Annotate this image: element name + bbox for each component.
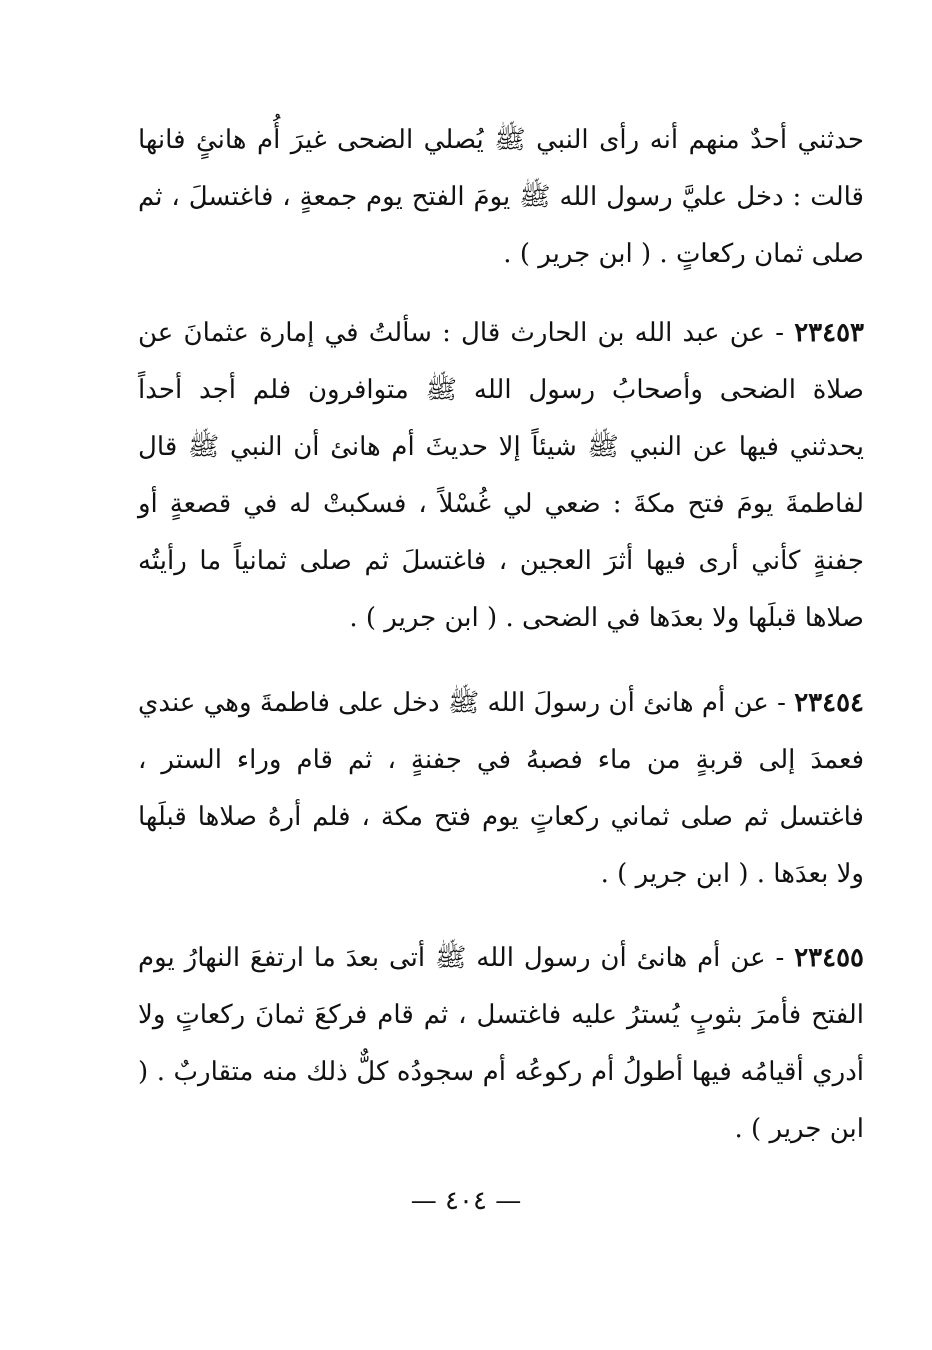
paragraph-text: - عن أم هانئ أن رسولَ الله ﷺ دخل على فاطمةَ وهي عندي فعمدَ إلى قربةٍ من ماء فصبهُ في جفنةٍ ، ثم قام وراء الستر ، فاغتسل ثم صلى ثماني ركعاتٍ يوم فتح مكة ، فلم أرهُ صلاها قبلَها ولا بعدَها . ( ابن جرير ) .: [138, 688, 864, 889]
paragraph-text: - عن أم هانئ أن رسول الله ﷺ أتى بعدَ ما ارتفعَ النهارُ يوم الفتح فأمرَ بثوبٍ يُسترُ عليه فاغتسل ، ثم قام فركعَ ثمانَ ركعاتٍ ولا أدري أقيامُه فيها أطولُ أم ركوعُه أم سجودُه كلٌّ ذلك منه متقاربٌ . ( ابن جرير ) .: [138, 943, 864, 1144]
paragraph-23453: [138, 305, 864, 647]
paragraph-text: - عن عبد الله بن الحارث قال : سألتُ في إمارة عثمانَ عن صلاة الضحى وأصحابُ رسول الله ﷺ متوافرون فلم أجد أحداً يحدثني فيها عن النبي ﷺ شيئاً إلا حديثَ أم هانئ أن النبي ﷺ قال لفاطمةَ يومَ فتح مكةَ : ضعي لي غُسْلاً ، فسكبتْ له في قصعةٍ أو جفنةٍ كأني أرى فيها أثرَ العجين ، فاغتسلَ ثم صلى ثمانياً ما رأيتُه صلاها قبلَها ولا بعدَها في الضحى . ( ابن جرير ) .: [138, 318, 864, 633]
paragraph-23455: [138, 930, 864, 1158]
paragraph-text: حدثني أحدٌ منهم أنه رأى النبي ﷺ يُصلي الضحى غيرَ أُم هانئٍ فانها قالت : دخل عليَّ رسول الله ﷺ يومَ الفتح يوم جمعةٍ ، فاغتسلَ ، ثم صلى ثمان ركعاتٍ . ( ابن جرير ) .: [138, 125, 864, 269]
paragraph-23454: [138, 675, 864, 903]
entry-number: ٢٣٤٥٣: [794, 318, 865, 348]
paragraph-continuation: [138, 112, 864, 283]
entry-number: ٢٣٤٥٤: [794, 688, 865, 718]
page-number: — ٤٠٤ —: [410, 1186, 522, 1216]
entry-number: ٢٣٤٥٥: [794, 943, 865, 973]
